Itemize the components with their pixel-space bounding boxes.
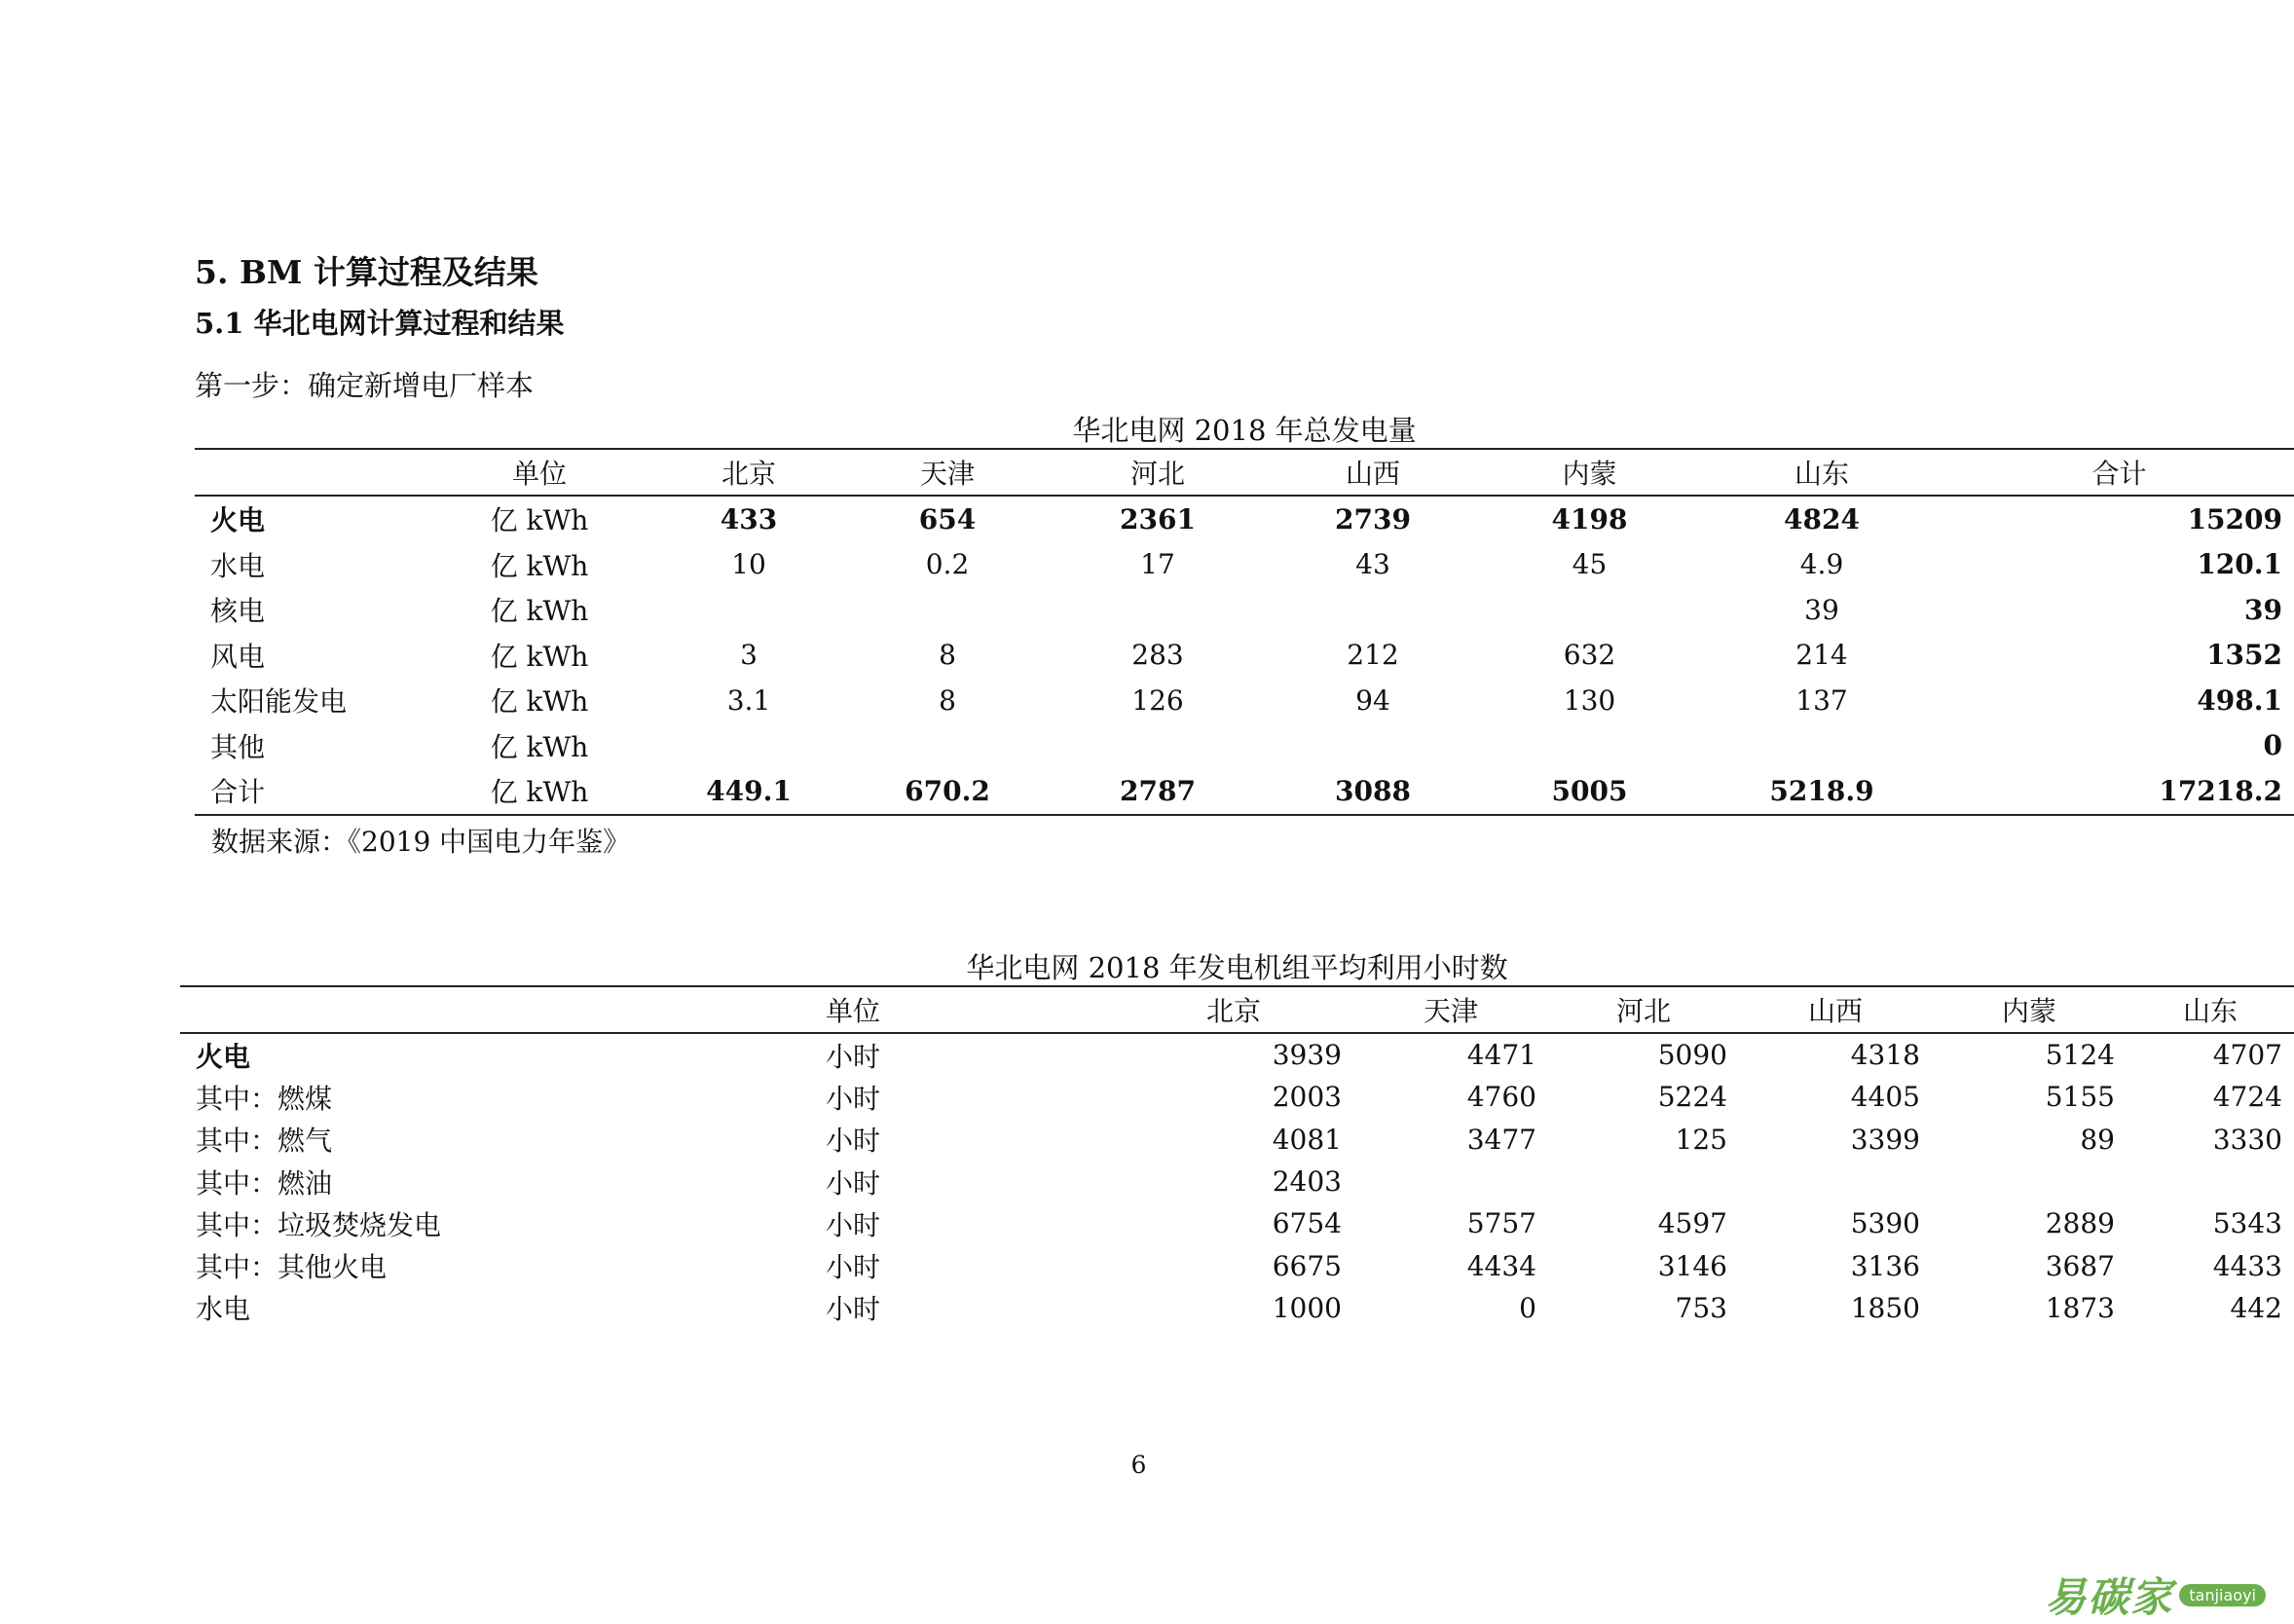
table-row	[180, 1119, 2294, 1161]
value-cell: 1850	[1850, 1291, 1920, 1324]
value-cell: 3.1	[726, 683, 771, 717]
total-cell: 15209	[2187, 502, 2282, 535]
table-row	[180, 1161, 2294, 1202]
value-cell: 4760	[1466, 1081, 1536, 1114]
value-cell: 0.2	[925, 548, 970, 581]
value-cell	[1050, 587, 1266, 633]
value-cell: 4318	[1850, 1039, 1920, 1072]
unit-cell: 亿 kWh	[490, 595, 589, 628]
row-label: 其中：垃圾焚烧发电	[196, 1208, 442, 1241]
value-cell	[1050, 723, 1266, 769]
header-cell: 河北	[1548, 986, 1739, 1033]
value-cell: 0	[1519, 1291, 1536, 1324]
value-cell: 5343	[2212, 1207, 2282, 1240]
value-cell: 442	[2230, 1291, 2282, 1324]
table-row-total	[195, 768, 2294, 815]
watermark-logo	[2045, 1566, 2266, 1624]
value-cell: 4471	[1466, 1039, 1536, 1072]
value-cell: 1000	[1272, 1291, 1342, 1324]
row-label: 合计	[210, 776, 266, 809]
value-cell: 4707	[2212, 1039, 2282, 1072]
row-label: 水电	[210, 549, 266, 582]
value-cell: 130	[1563, 683, 1616, 717]
unit-cell: 小时	[826, 1082, 881, 1115]
total-cell: 17218.2	[2159, 774, 2282, 807]
value-cell: 2003	[1272, 1081, 1342, 1114]
value-cell: 39	[1804, 593, 1839, 626]
section-heading: 5. BM 计算过程及结果	[195, 253, 538, 291]
value-cell: 449.1	[706, 774, 792, 807]
total-cell: 120.1	[2197, 548, 2282, 581]
watermark-badge: tanjiaoyi	[2179, 1584, 2266, 1606]
unit-cell: 小时	[826, 1166, 881, 1200]
value-cell	[1353, 1161, 1548, 1202]
value-cell: 2361	[1120, 502, 1196, 535]
header-cell: 内蒙	[1480, 449, 1699, 496]
table-row	[180, 1287, 2294, 1329]
header-cell: 山西	[1739, 986, 1932, 1033]
value-cell: 2787	[1120, 774, 1196, 807]
generation-table	[195, 448, 2294, 816]
value-cell	[845, 587, 1050, 633]
value-cell	[652, 587, 845, 633]
value-cell: 5124	[2045, 1039, 2115, 1072]
value-cell: 2739	[1335, 502, 1411, 535]
table-row	[180, 1244, 2294, 1286]
value-cell: 8	[939, 639, 956, 672]
table-row	[195, 723, 2294, 769]
table2-header-row	[180, 986, 2294, 1033]
value-cell: 4405	[1850, 1081, 1920, 1114]
unit-cell: 亿 kWh	[490, 549, 589, 582]
row-label: 火电	[210, 504, 266, 537]
unit-cell: 亿 kWh	[490, 504, 589, 537]
header-cell	[195, 449, 426, 496]
unit-cell: 亿 kWh	[490, 685, 589, 719]
value-cell: 433	[720, 502, 778, 535]
table-row	[195, 678, 2294, 723]
value-cell: 5390	[1850, 1207, 1920, 1240]
watermark-text: 易碳家	[2045, 1573, 2174, 1621]
value-cell: 654	[918, 502, 977, 535]
row-label: 风电	[210, 640, 266, 673]
table1-caption: 华北电网 2018 年总发电量	[1072, 414, 1417, 447]
value-cell: 94	[1355, 683, 1390, 717]
unit-cell: 小时	[826, 1208, 881, 1241]
step-text: 第一步：确定新增电厂样本	[195, 369, 535, 402]
header-cell: 北京	[993, 986, 1353, 1033]
total-cell: 39	[2244, 593, 2282, 626]
table-row	[195, 633, 2294, 679]
table-row	[180, 1033, 2294, 1076]
value-cell: 3330	[2212, 1123, 2282, 1156]
value-cell: 5218.9	[1769, 774, 1874, 807]
table-row	[180, 1202, 2294, 1244]
value-cell: 3477	[1466, 1123, 1536, 1156]
value-cell	[1699, 723, 1944, 769]
value-cell: 8	[939, 683, 956, 717]
value-cell: 4433	[2212, 1249, 2282, 1282]
value-cell: 43	[1355, 548, 1390, 581]
value-cell: 3399	[1850, 1123, 1920, 1156]
value-cell	[1932, 1161, 2127, 1202]
unit-cell: 小时	[826, 1293, 881, 1326]
value-cell: 4434	[1466, 1249, 1536, 1282]
row-label: 其中：其他火电	[196, 1251, 388, 1284]
total-cell: 0	[2263, 729, 2282, 762]
value-cell: 6754	[1272, 1207, 1342, 1240]
unit-cell: 亿 kWh	[490, 776, 589, 809]
value-cell: 4198	[1551, 502, 1628, 535]
row-label: 水电	[196, 1293, 251, 1326]
header-cell: 北京	[652, 449, 845, 496]
value-cell: 3136	[1850, 1249, 1920, 1282]
value-cell: 4081	[1272, 1123, 1342, 1156]
value-cell: 4597	[1657, 1207, 1727, 1240]
header-cell: 山西	[1266, 449, 1480, 496]
unit-cell: 小时	[826, 1251, 881, 1284]
value-cell: 2403	[1272, 1165, 1342, 1199]
header-cell: 山东	[1699, 449, 1944, 496]
header-cell: 单位	[808, 986, 993, 1033]
value-cell: 89	[2080, 1123, 2115, 1156]
value-cell	[1266, 723, 1480, 769]
utilization-hours-table	[180, 985, 2294, 1329]
data-source-note: 数据来源：《2019 中国电力年鉴》	[211, 826, 631, 858]
value-cell: 6675	[1272, 1249, 1342, 1282]
value-cell: 5090	[1657, 1039, 1727, 1072]
value-cell: 5155	[2045, 1081, 2115, 1114]
row-label: 其中：燃油	[196, 1166, 333, 1200]
value-cell: 2889	[2045, 1207, 2115, 1240]
value-cell: 3088	[1335, 774, 1411, 807]
header-cell: 合计	[1944, 449, 2294, 496]
value-cell	[1480, 587, 1699, 633]
value-cell	[845, 723, 1050, 769]
value-cell: 17	[1140, 548, 1175, 581]
table-row	[180, 1076, 2294, 1118]
value-cell: 10	[731, 548, 766, 581]
value-cell	[1266, 587, 1480, 633]
header-cell: 河北	[1050, 449, 1266, 496]
header-cell: 内蒙	[1932, 986, 2127, 1033]
row-label: 其中：燃气	[196, 1125, 333, 1158]
value-cell: 4824	[1784, 502, 1860, 535]
header-cell: 天津	[1353, 986, 1548, 1033]
table1-header-row	[195, 449, 2294, 496]
row-label: 其中：燃煤	[196, 1082, 333, 1115]
row-label: 其他	[210, 730, 266, 763]
value-cell	[1739, 1161, 1932, 1202]
value-cell: 632	[1563, 639, 1616, 672]
value-cell: 5757	[1466, 1207, 1536, 1240]
unit-cell: 小时	[826, 1040, 881, 1073]
value-cell: 212	[1347, 639, 1399, 672]
value-cell: 670.2	[905, 774, 990, 807]
value-cell	[1480, 723, 1699, 769]
value-cell: 5224	[1657, 1081, 1727, 1114]
row-label: 太阳能发电	[210, 685, 348, 719]
row-label: 核电	[210, 595, 266, 628]
header-cell: 山东	[2127, 986, 2294, 1033]
value-cell: 753	[1675, 1291, 1727, 1324]
total-cell: 498.1	[2197, 683, 2282, 717]
value-cell	[2127, 1161, 2294, 1202]
header-cell	[180, 986, 808, 1033]
value-cell: 1873	[2045, 1291, 2115, 1324]
header-cell: 天津	[845, 449, 1050, 496]
value-cell: 125	[1675, 1123, 1727, 1156]
value-cell: 3146	[1657, 1249, 1727, 1282]
unit-cell: 亿 kWh	[490, 730, 589, 763]
value-cell: 283	[1131, 639, 1184, 672]
unit-cell: 亿 kWh	[490, 640, 589, 673]
total-cell: 1352	[2206, 639, 2282, 672]
row-label: 火电	[196, 1040, 251, 1073]
value-cell: 5005	[1551, 774, 1628, 807]
value-cell: 137	[1795, 683, 1848, 717]
table-row	[195, 496, 2294, 542]
header-cell: 单位	[426, 449, 652, 496]
value-cell: 4.9	[1799, 548, 1844, 581]
unit-cell: 小时	[826, 1125, 881, 1158]
table-row	[195, 542, 2294, 588]
value-cell: 45	[1572, 548, 1608, 581]
table-row	[195, 587, 2294, 633]
value-cell: 3	[740, 639, 758, 672]
value-cell	[1548, 1161, 1739, 1202]
value-cell	[652, 723, 845, 769]
value-cell: 3687	[2045, 1249, 2115, 1282]
value-cell: 214	[1795, 639, 1848, 672]
value-cell: 3939	[1272, 1039, 1342, 1072]
value-cell: 4724	[2212, 1081, 2282, 1114]
page-number: 6	[1130, 1451, 1147, 1479]
table2-caption: 华北电网 2018 年发电机组平均利用小时数	[966, 951, 1508, 984]
subsection-heading: 5.1 华北电网计算过程和结果	[195, 307, 565, 340]
value-cell: 126	[1131, 683, 1184, 717]
